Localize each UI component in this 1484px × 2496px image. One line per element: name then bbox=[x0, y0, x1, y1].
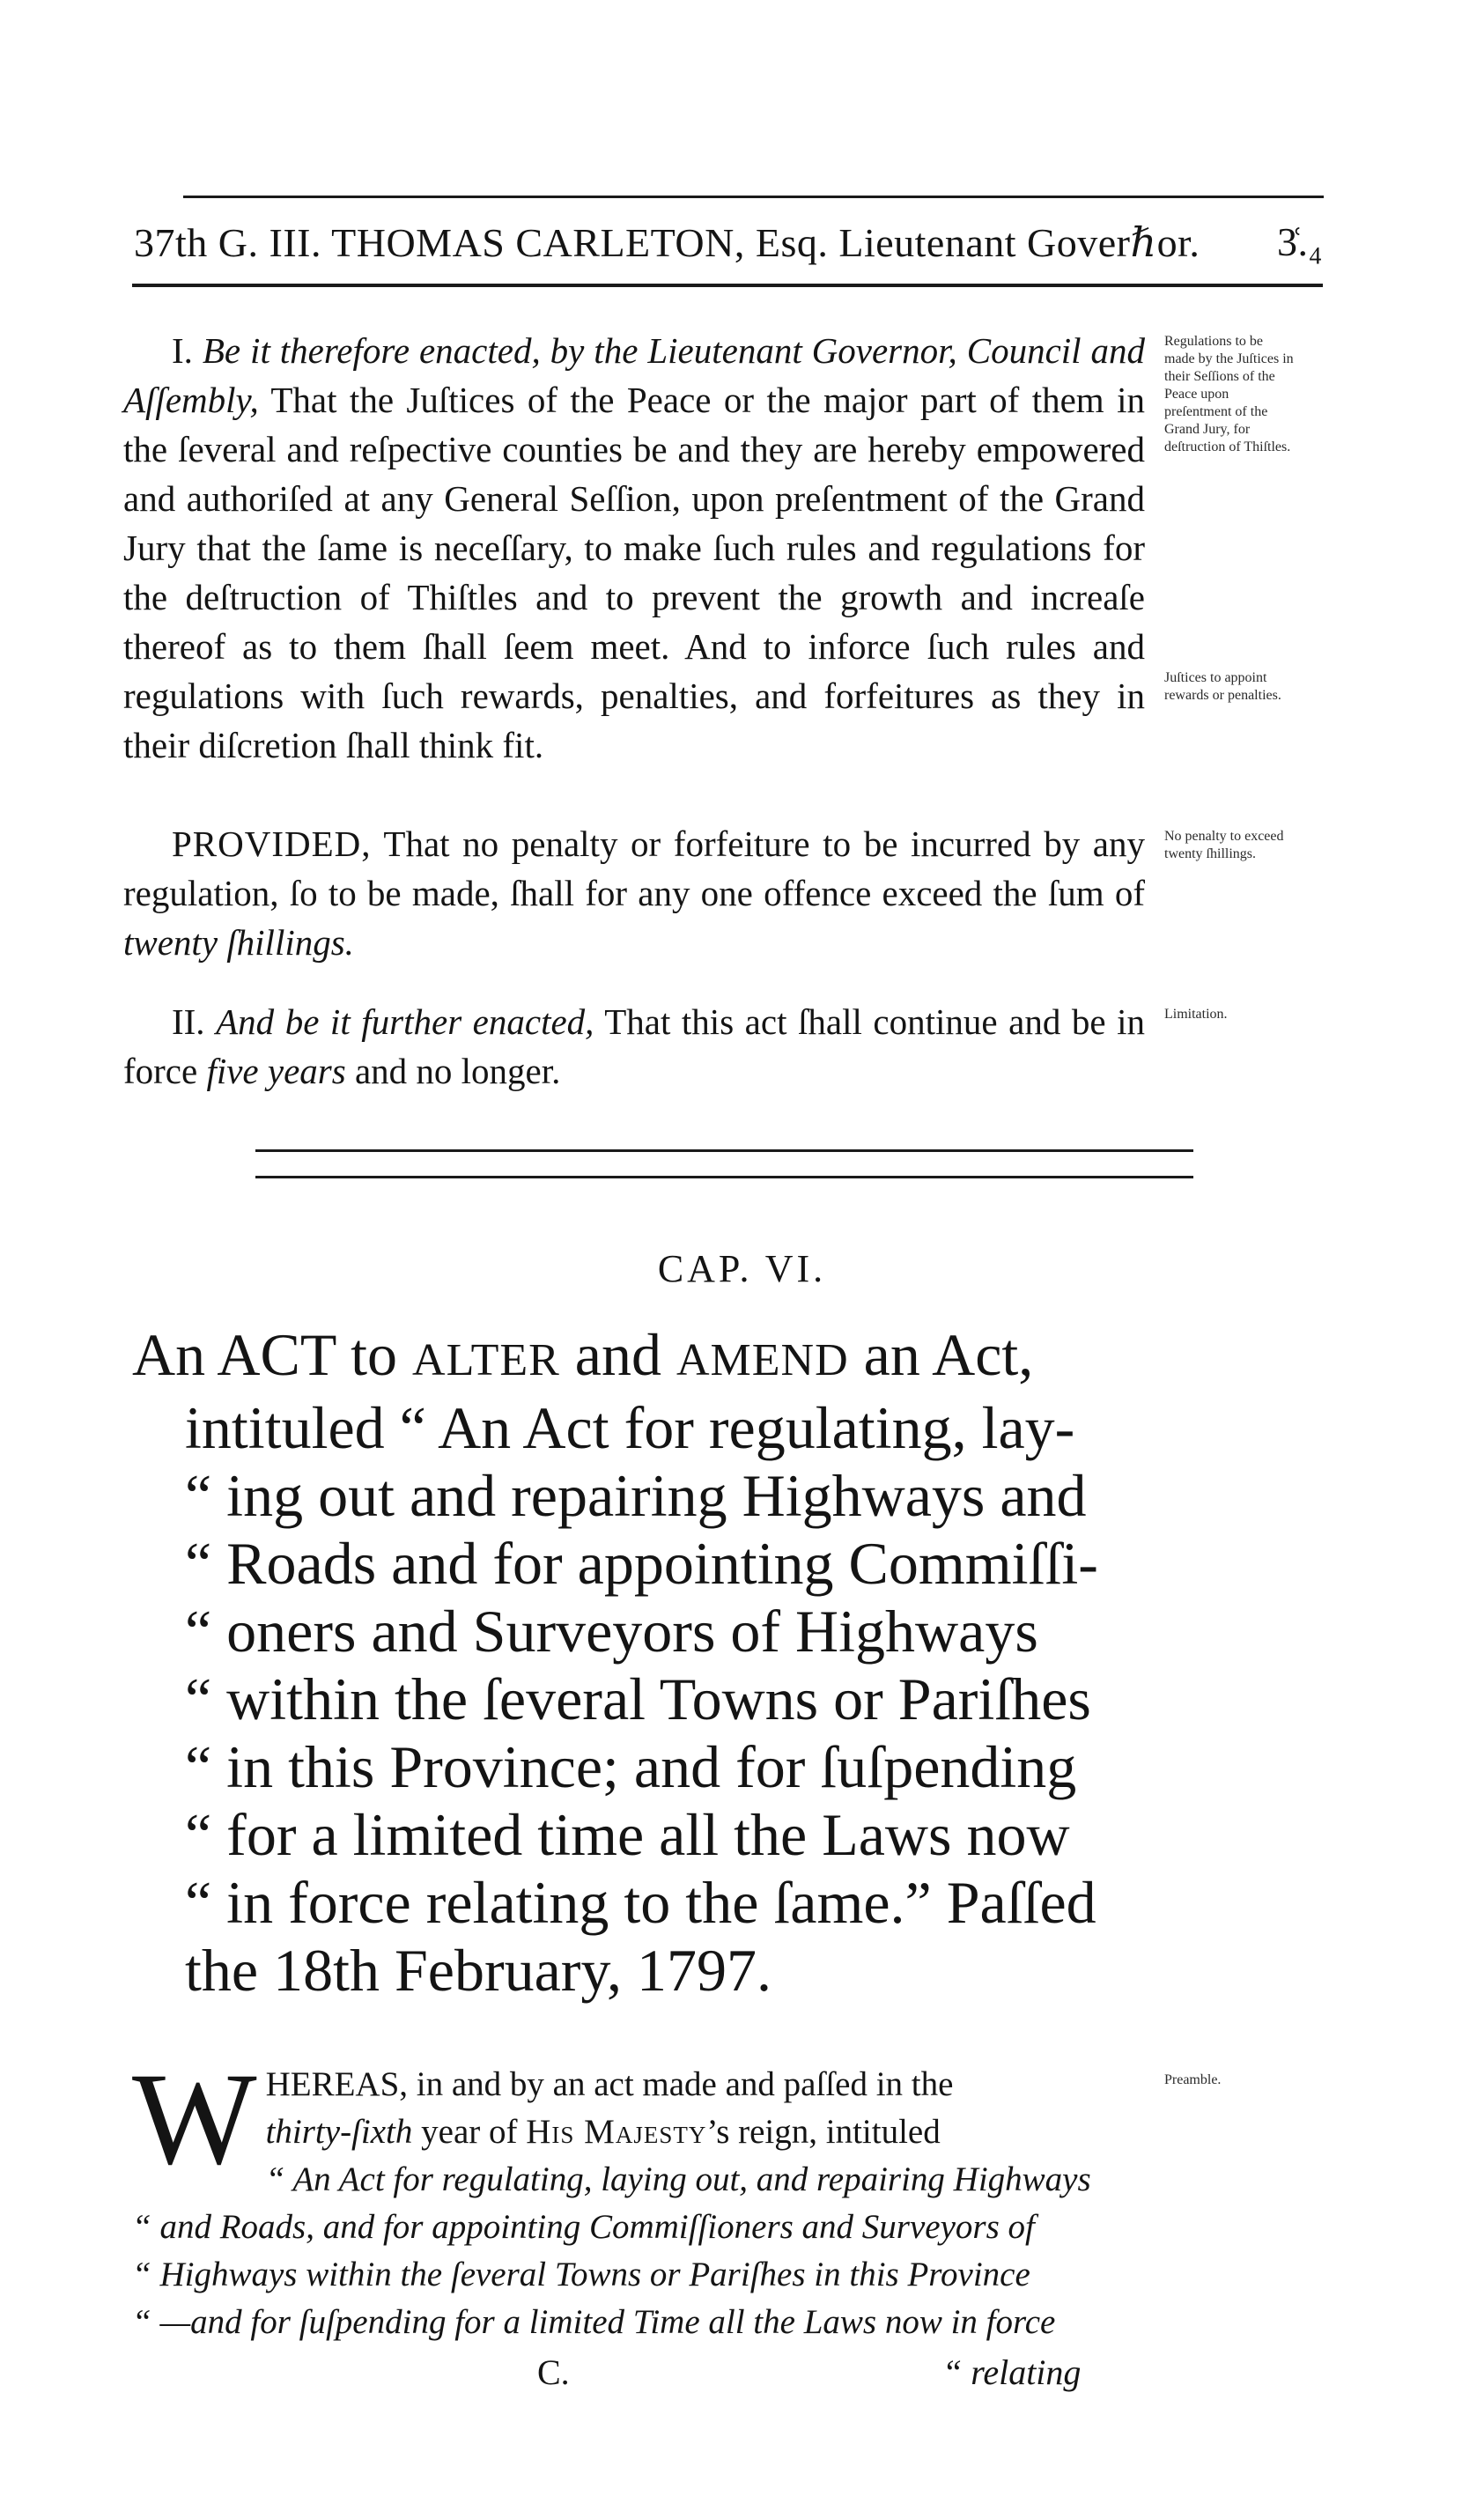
section-1-enacting-clause: Be it therefore enacted, by the Lieutenant Governor, Council and Aſſembly, bbox=[123, 330, 1146, 420]
proviso-paragraph bbox=[123, 819, 1145, 967]
margin-note-regulations: Regulations to be made by the Juſtices in their Seſſions of the Peace upon preſentment of the Grand Jury, for deſtruction of Thiſtles. bbox=[1164, 334, 1294, 454]
catchword: “ relating bbox=[942, 2352, 1082, 2392]
running-header bbox=[134, 218, 1323, 266]
proviso-amount: twenty ſhillings. bbox=[123, 922, 354, 963]
header-rule-top bbox=[183, 196, 1324, 198]
act-title-line-6: “ within the ſeveral Towns or Pariſhes bbox=[185, 1665, 1091, 1732]
preamble-line-6: “ —and for ſuſpending for a limited Time all the Laws now in force bbox=[132, 2303, 1056, 2341]
act-title-and: and bbox=[574, 1321, 661, 1388]
act-title-line-7: “ in this Province; and for ſuſpending bbox=[185, 1733, 1077, 1800]
signature-mark: C. bbox=[537, 2352, 570, 2392]
preamble-majesty: His Majesty bbox=[526, 2113, 707, 2151]
margin-note-rewards: Juſtices to appoint rewards or penalties. bbox=[1164, 670, 1281, 703]
section-2-paragraph bbox=[123, 997, 1145, 1096]
margin-note-preamble: Preamble. bbox=[1164, 2072, 1222, 2087]
act-title-line-1 bbox=[132, 1321, 1145, 1394]
section-2-number: II. bbox=[172, 1001, 205, 1042]
margin-note-limitation: Limitation. bbox=[1164, 1007, 1228, 1022]
preamble-line-2 bbox=[132, 2108, 1145, 2156]
section-2-enacting-clause: And be it further enacted, bbox=[216, 1001, 594, 1042]
act-title-line-3: “ ing out and repairing Highways and bbox=[185, 1462, 1087, 1529]
act-title-amend: AMEND bbox=[676, 1335, 849, 1385]
preamble-line-4: “ and Roads, and for appointing Commiſſioners and Surveyors of bbox=[132, 2208, 1035, 2246]
preamble-year: thirty-ſixth bbox=[265, 2113, 413, 2151]
drop-cap: W bbox=[132, 2046, 257, 2192]
section-1-text: That the Juſtices of the Peace or the major part of them in the ſeveral and reſpective counties be and they are hereby empowered and authoriſed at any General Seſſion, upon preſentment of the Grand Jury that the ſame is neceſſary, to make ſuch rules and regulations for the deſtruction of Thiſtles and to prevent the growth and increaſe thereof as to them ſhall ſeem meet. And to inforce ſuch rules and regulations with ſuch rewards, penalties, and forfeitures as they in their diſcretion ſhall think fit. bbox=[123, 380, 1145, 765]
preamble-line-1: HEREAS, in and by an act made and paſſed in the bbox=[265, 2065, 954, 2103]
running-title: 37th G. III. THOMAS CARLETON, Esq. Lieutenant Goverℏor. bbox=[134, 220, 1200, 265]
section-1-paragraph bbox=[123, 326, 1145, 770]
proviso-text: That no penalty or forfeiture to be incurred by any regulation, ſo to be made, ſhall for any one offence exceed the ſum of bbox=[123, 823, 1145, 913]
preamble-paragraph bbox=[132, 2046, 1145, 2346]
act-title-line-9: “ in force relating to the ſame.” Paſſed bbox=[185, 1869, 1096, 1936]
proviso-lead: PROVIDED, bbox=[172, 823, 372, 864]
act-title-text: an Act, bbox=[863, 1321, 1034, 1388]
act-title-alter: ALTER bbox=[412, 1335, 560, 1385]
act-title-line-10: the 18th February, 1797. bbox=[185, 1937, 772, 2004]
section-2-duration: five years bbox=[206, 1051, 346, 1091]
act-title-line-8: “ for a limited time all the Laws now bbox=[185, 1801, 1070, 1868]
header-rule-bottom bbox=[132, 284, 1323, 287]
preamble-line-3: “ An Act for regulating, laying out, and repairing Highways bbox=[265, 2160, 1091, 2198]
separator-rule-2 bbox=[255, 1176, 1193, 1178]
preamble-text: ’s reign, intituled bbox=[706, 2113, 941, 2151]
act-title-text: An ACT to bbox=[132, 1321, 398, 1388]
act-title-line-4: “ Roads and for appointing Commiſſi- bbox=[185, 1530, 1098, 1597]
act-title bbox=[132, 1321, 1145, 2005]
preamble-line-5: “ Highways within the ſeveral Towns or Pariſhes in this Province bbox=[132, 2256, 1030, 2293]
act-title-line-2: intituled “ An Act for regulating, lay- bbox=[185, 1394, 1075, 1461]
separator-rule-1 bbox=[255, 1149, 1193, 1152]
page-number: 3͑.₄ bbox=[1276, 219, 1323, 264]
section-2-text-a: That this act ſhall continue and be in force bbox=[123, 1001, 1146, 1091]
chapter-heading: CAP. VI. bbox=[657, 1247, 827, 1290]
section-1-number: I. bbox=[172, 330, 193, 371]
section-2-text-b: and no longer. bbox=[354, 1051, 561, 1091]
preamble-text: year of bbox=[421, 2113, 518, 2151]
margin-note-penalty-limit: No penalty to exceed twenty ſhillings. bbox=[1164, 829, 1284, 861]
act-title-line-5: “ oners and Surveyors of Highways bbox=[185, 1598, 1038, 1665]
